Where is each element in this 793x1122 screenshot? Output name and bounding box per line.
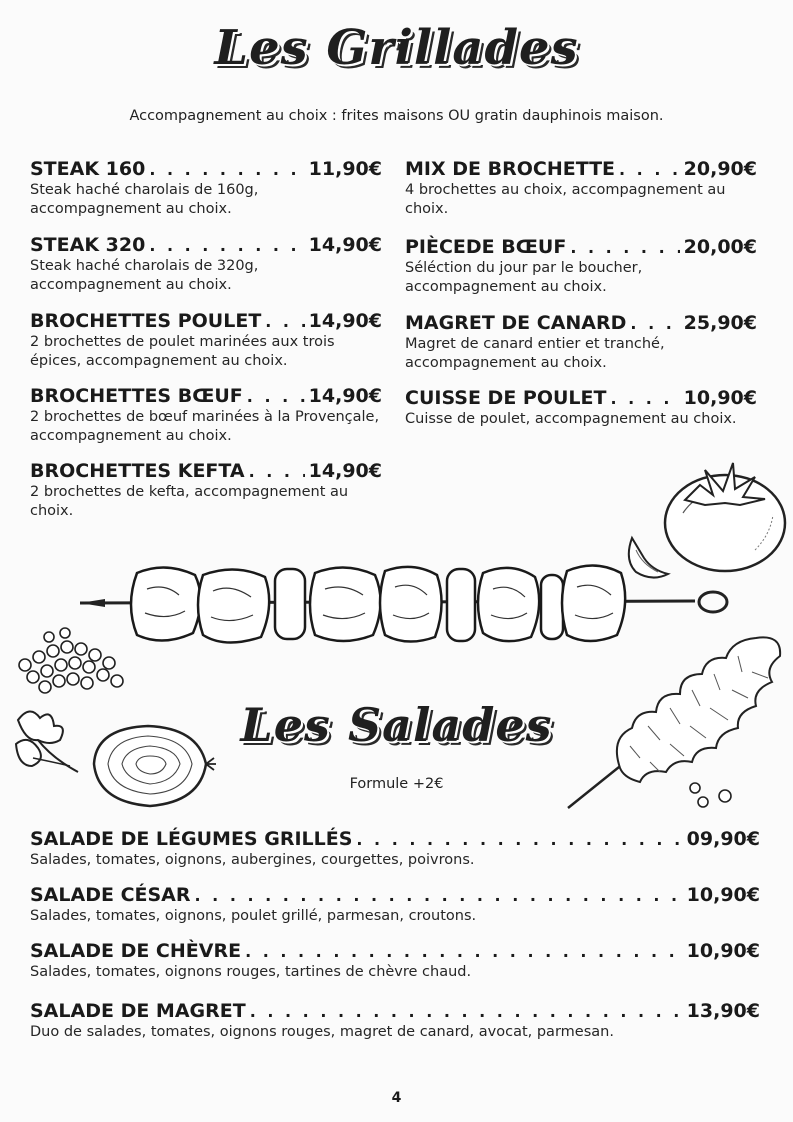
menu-item <box>30 158 382 219</box>
item-description: Magret de canard entier et tranché, accompagnement au choix. <box>405 336 665 371</box>
item-name: SALADE DE MAGRET <box>30 1000 246 1022</box>
item-name: PIÈCEDE BŒUF <box>405 236 567 258</box>
menu-item <box>30 1000 760 1042</box>
item-name: CUISSE DE POULET <box>405 387 607 409</box>
menu-item <box>30 385 382 446</box>
item-price: 14,90€ <box>308 310 382 332</box>
item-price: 14,90€ <box>308 385 382 407</box>
menu-item <box>405 387 757 429</box>
item-description: 2 brochettes de kefta, accompagnement au choix. <box>30 484 349 519</box>
item-price: 20,00€ <box>683 236 757 258</box>
page-number: 4 <box>391 1090 402 1106</box>
grillades-title: Les Grillades <box>214 20 579 76</box>
item-description: Duo de salades, tomates, oignons rouges, magret de canard, avocat, parmesan. <box>30 1024 614 1040</box>
item-price: 09,90€ <box>686 828 760 850</box>
item-price: 25,90€ <box>683 312 757 334</box>
grillades-subtitle: Accompagnement au choix : frites maisons OU gratin dauphinois maison. <box>129 108 664 124</box>
item-description: 4 brochettes au choix, accompagnement au choix. <box>405 182 726 217</box>
item-price: 10,90€ <box>686 940 760 962</box>
item-name: BROCHETTES KEFTA <box>30 460 245 482</box>
menu-item <box>405 312 757 373</box>
item-description: Cuisse de poulet, accompagnement au choix. <box>405 411 737 427</box>
item-description: Steak haché charolais de 320g, accompagnement au choix. <box>30 258 259 293</box>
item-description: Salades, tomates, oignons rouges, tartines de chèvre chaud. <box>30 964 472 980</box>
item-price: 10,90€ <box>683 387 757 409</box>
menu-item <box>30 460 382 521</box>
menu-item <box>30 234 382 295</box>
item-name: STEAK 160 <box>30 158 146 180</box>
menu-item <box>405 236 757 297</box>
item-name: MIX DE BROCHETTE <box>405 158 616 180</box>
item-name: SALADE DE LÉGUMES GRILLÉS <box>30 828 353 850</box>
item-name: BROCHETTES BŒUF <box>30 385 243 407</box>
peppercorn-illustration <box>5 625 130 705</box>
item-description: 2 brochettes de poulet marinées aux trois épices, accompagnement au choix. <box>30 334 335 369</box>
item-description: Séléction du jour par le boucher, accompagnement au choix. <box>405 260 643 295</box>
item-name: BROCHETTES POULET <box>30 310 262 332</box>
menu-item <box>405 158 757 219</box>
item-price: 10,90€ <box>686 884 760 906</box>
item-price: 14,90€ <box>308 460 382 482</box>
item-description: 2 brochettes de bœuf marinées à la Provençale, accompagnement au choix. <box>30 409 380 444</box>
item-name: SALADE DE CHÈVRE <box>30 940 242 962</box>
salades-title: Les Salades <box>240 698 553 752</box>
salades-subtitle: Formule +2€ <box>349 776 444 792</box>
item-price: 11,90€ <box>308 158 382 180</box>
item-description: Salades, tomates, oignons, aubergines, courgettes, poivrons. <box>30 852 475 868</box>
menu-item <box>30 940 760 982</box>
menu-item <box>30 828 760 870</box>
item-description: Steak haché charolais de 160g, accompagnement au choix. <box>30 182 259 217</box>
item-price: 20,90€ <box>683 158 757 180</box>
item-price: 13,90€ <box>686 1000 760 1022</box>
item-name: STEAK 320 <box>30 234 146 256</box>
menu-item <box>30 310 382 371</box>
item-price: 14,90€ <box>308 234 382 256</box>
menu-item <box>30 884 760 926</box>
item-name: MAGRET DE CANARD <box>405 312 627 334</box>
item-name: SALADE CÉSAR <box>30 884 191 906</box>
item-description: Salades, tomates, oignons, poulet grillé, parmesan, croutons. <box>30 908 477 924</box>
